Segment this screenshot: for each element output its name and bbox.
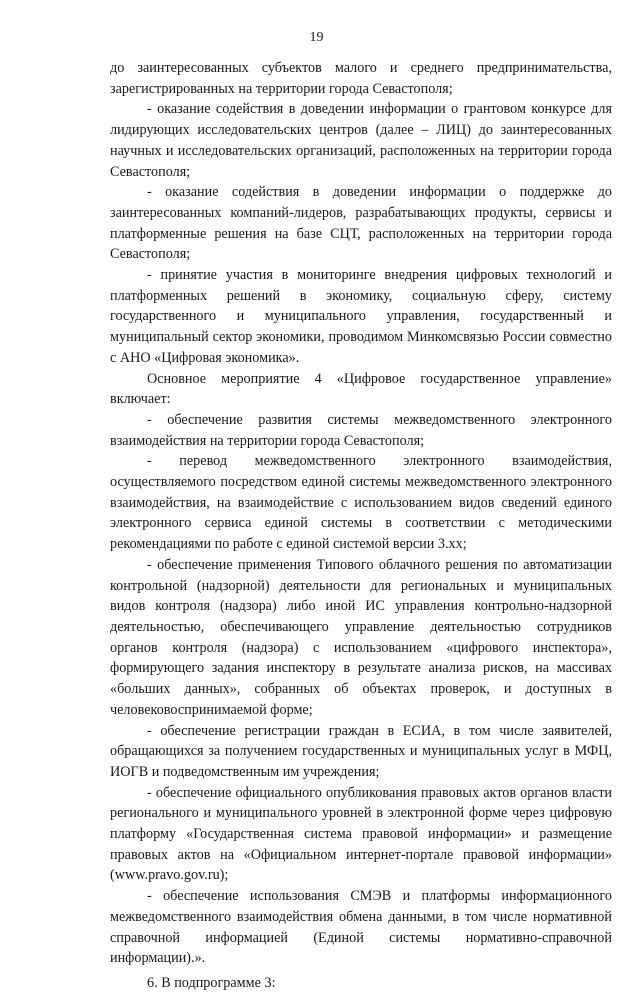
subsection-heading: 6. В подпрограмме 3:	[147, 974, 276, 991]
paragraph: - обеспечение применения Типового облачного решения по автоматизации контрольной (надзорной) деятельности для региональных и муниципальных видов контроля (надзора) либо иной ИС управления контрольно-надзорной деятельностью, обеспечивающего управление деятельностью сотрудников органов контроля (надзора) с использованием «цифрового инспектора», формирующего задания инспектору в результате анализа рисков, на массивах «больших данных», собранных об объектах проверок, и доступных в человековоспринимаемой форме;	[110, 556, 612, 718]
paragraph: - оказание содействия в доведении информации о поддержке до заинтересованных компаний-лидеров, разрабатывающих продукты, сервисы и платформенные решения на базе СЦТ, расположенных на территории города Севастополя;	[110, 184, 612, 263]
paragraph: - обеспечение развития системы межведомственного электронного взаимодействия на территории города Севастополя;	[110, 411, 612, 449]
paragraph: - обеспечение регистрации граждан в ЕСИА, в том числе заявителей, обращающихся за получением государственных и муниципальных услуг в МФЦ, ИОГВ и подведомственным им учреждения;	[110, 722, 612, 780]
paragraph: - оказание содействия в доведении информации о грантовом конкурсе для лидирующих исследовательских центров (далее – ЛИЦ) до заинтересованных научных и исследовательских организаций, расположенных на территории города Севастополя;	[110, 101, 612, 180]
document-body	[110, 58, 612, 994]
paragraph: до заинтересованных субъектов малого и среднего предпринимательства, зарегистрированных на территории города Севастополя;	[110, 60, 612, 97]
paragraph: - принятие участия в мониторинге внедрения цифровых технологий и платформенных решений в экономику, социальную сферу, систему государственного и муниципального управления, государственный и муниципальный сектор экономики, проводимом Минкомсвязью России совместно с АНО «Цифровая экономика».	[110, 267, 612, 366]
paragraph: Основное мероприятие 4 «Цифровое государственное управление» включает:	[110, 370, 612, 408]
paragraph: - перевод межведомственного электронного взаимодействия, осуществляемого посредством единой системы межведомственного электронного взаимодействия, на взаимодействие с использованием видов сведений единого электронного сервиса единой системы в соответствии с методическими рекомендациями по работе с единой системой версии 3.хх;	[110, 453, 612, 553]
paragraph: - обеспечение использования СМЭВ и платформы информационного межведомственного взаимодействия обмена данными, в том числе нормативной справочной информацией (Единой системы нормативно-справочной информации).».	[110, 888, 612, 967]
page-number: 19	[309, 30, 324, 45]
paragraph: - обеспечение официального опубликования правовых актов органов власти регионального и муниципального уровней в электронной форме через цифровую платформу «Государственная система правовой информации» и размещение правовых актов на «Официальном интернет-портале правовой информации» (www.pravo.gov.ru);	[110, 784, 612, 884]
